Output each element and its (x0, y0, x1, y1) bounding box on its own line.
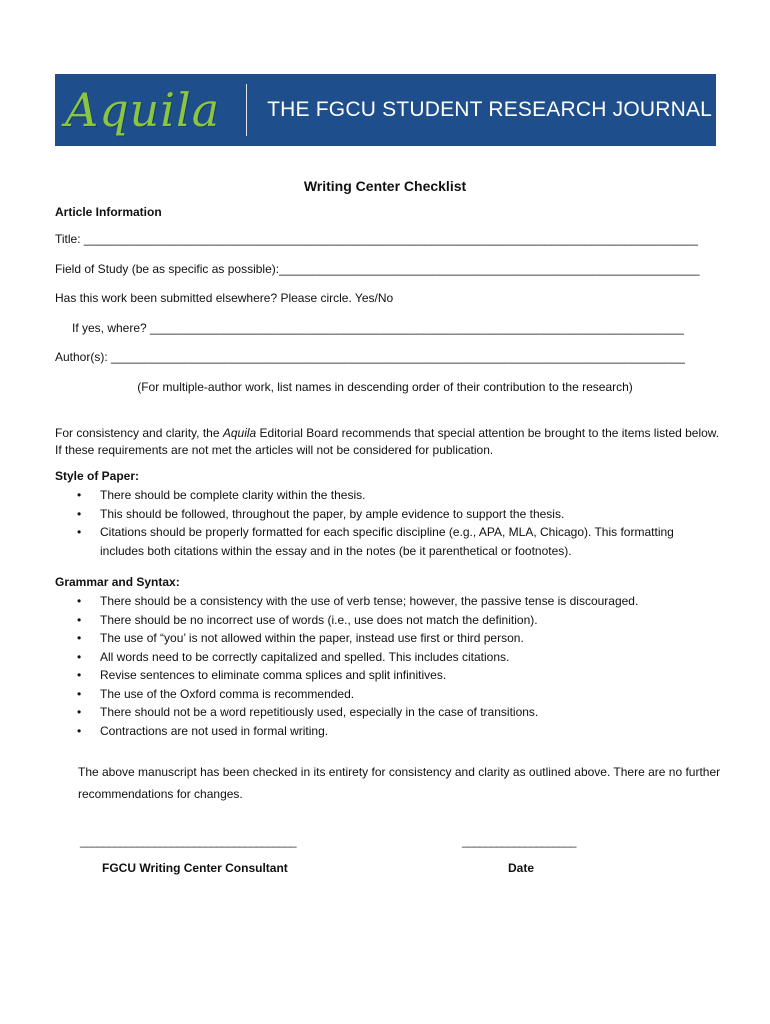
list-item: • There should be complete clarity within the thesis. (55, 486, 720, 505)
list-item: • There should not be a word repetitiously used, especially in the case of transitions. (55, 703, 720, 722)
list-item: • Revise sentences to eliminate comma splices and split infinitives. (55, 666, 720, 685)
journal-title: THE FGCU STUDENT RESEARCH JOURNAL (267, 98, 713, 121)
consultant-label: FGCU Writing Center Consultant (102, 861, 288, 875)
intro-paragraph: For consistency and clarity, the Aquila Editorial Board recommends that special attention be brought to the items listed below. If these requirements are not met the articles will not be considered for publication. (55, 426, 720, 457)
list-item: • This should be followed, throughout the paper, by ample evidence to support the thesis. (55, 505, 720, 524)
grammar-heading: Grammar and Syntax: (55, 575, 180, 589)
title-field: Title: ____________________________________________________________________________________________ (55, 232, 698, 246)
list-item: • The use of the Oxford comma is recommended. (55, 685, 720, 704)
author-order-note: (For multiple-author work, list names in descending order of their contribution to the research) (137, 380, 633, 394)
style-list (55, 486, 720, 560)
style-heading: Style of Paper: (55, 469, 140, 483)
date-label: Date (508, 861, 535, 875)
article-info-heading: Article Information (55, 205, 162, 219)
journal-banner (55, 74, 716, 146)
consultant-signature-line: ______________________________________ (80, 834, 296, 848)
authors-field: Author(s): ______________________________________________________________________________________ (55, 350, 685, 364)
banner-divider (246, 84, 247, 136)
list-item: • There should be no incorrect use of words (i.e., use does not match the definition). (55, 611, 720, 630)
date-signature-line: ____________________ (462, 834, 576, 848)
aquila-italic: Aquila (222, 426, 257, 440)
field-of-study-field: Field of Study (be as specific as possible):_______________________________________________________________ (55, 262, 700, 276)
if-yes-where-field: If yes, where? ________________________________________________________________________________ (72, 321, 684, 335)
grammar-list (55, 592, 720, 740)
closing-statement: The above manuscript has been checked in its entirety for consistency and clarity as outlined above. There are no further recommendations for changes. (78, 765, 721, 801)
page-title: Writing Center Checklist (303, 178, 467, 194)
list-item: • The use of “you’ is not allowed within the paper, instead use first or third person. (55, 629, 720, 648)
aquila-logo: Aquila (65, 83, 221, 137)
list-item: • Contractions are not used in formal writing. (55, 722, 720, 741)
submitted-elsewhere-question: Has this work been submitted elsewhere? Please circle. Yes/No (55, 291, 394, 305)
list-item: • Citations should be properly formatted for each specific discipline (e.g., APA, MLA, Chicago). This formatting includes both citations within the essay and in the notes (be it parenthetical or footnotes). (55, 523, 720, 560)
list-item: • All words need to be correctly capitalized and spelled. This includes citations. (55, 648, 720, 667)
list-item: • There should be a consistency with the use of verb tense; however, the passive tense is discouraged. (55, 592, 720, 611)
